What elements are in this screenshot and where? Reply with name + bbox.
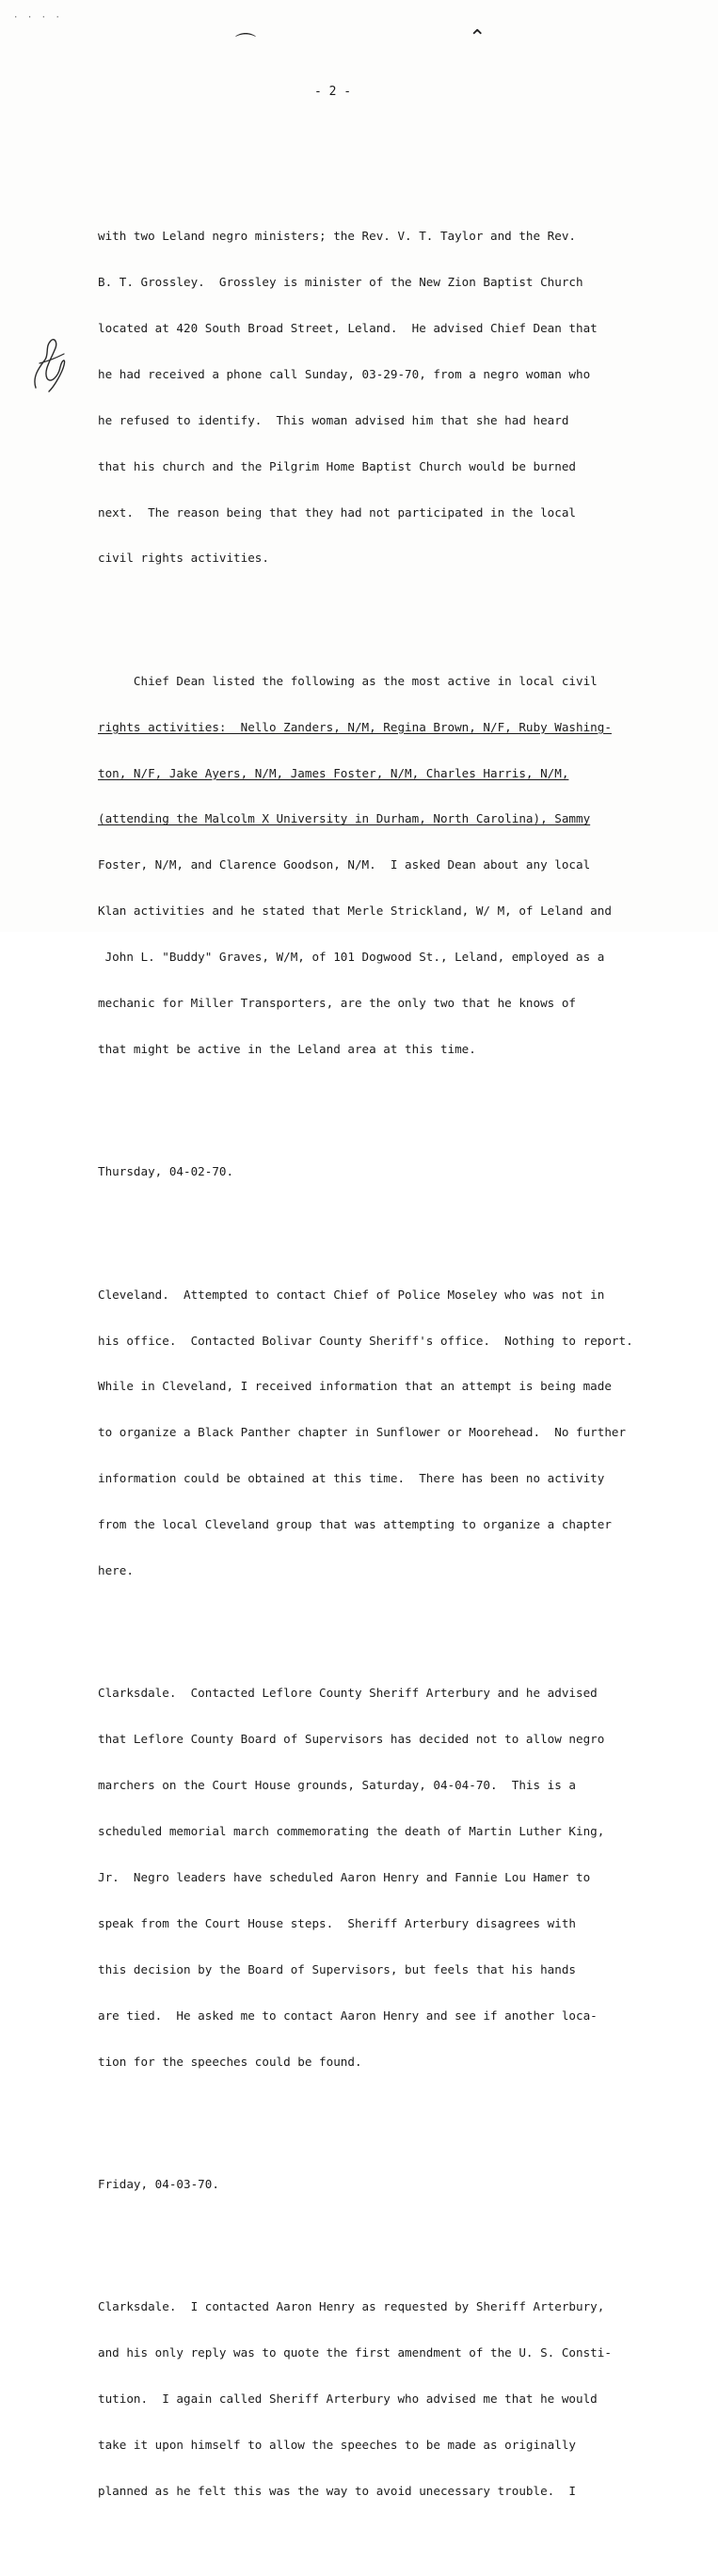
text-line: here. bbox=[98, 1563, 134, 1578]
text-line: from the local Cleveland group that was attempting to organize a chapter bbox=[98, 1517, 612, 1532]
text-line: and his only reply was to quote the first amendment of the U. S. Consti- bbox=[98, 2345, 612, 2360]
text-line: speak from the Court House steps. Sheriff Arterbury disagrees with bbox=[98, 1915, 576, 1930]
text-line: Chief Dean listed the following as the most active in local civil bbox=[98, 673, 598, 688]
text-line: Cleveland. Attempted to contact Chief of Police Moseley who was not in bbox=[98, 1287, 605, 1302]
text-line: his office. Contacted Bolivar County Sheriff's office. Nothing to report. bbox=[98, 1333, 633, 1348]
paragraph bbox=[98, 1256, 639, 1609]
text-line: scheduled memorial march commemorating the death of Martin Luther King, bbox=[98, 1824, 605, 1839]
text-line: Klan activities and he stated that Merle Strickland, W/ M, of Leland and bbox=[98, 904, 612, 919]
text-line: mechanic for Miller Transporters, are the only two that he knows of bbox=[98, 996, 576, 1011]
text-line: planned as he felt this was the way to avoid unecessary trouble. I bbox=[98, 2483, 576, 2498]
text-line: Friday, 04-03-70. bbox=[98, 2176, 219, 2191]
text-line: are tied. He asked me to contact Aaron Henry and see if another loca- bbox=[98, 2008, 598, 2023]
paragraph bbox=[98, 643, 639, 1088]
text-line: this decision by the Board of Supervisors, but feels that his hands bbox=[98, 1961, 576, 1976]
text-line: Clarksdale. I contacted Aaron Henry as requested by Sheriff Arterbury, bbox=[98, 2299, 605, 2314]
handwritten-signature-mark bbox=[26, 329, 73, 395]
paragraph bbox=[98, 1656, 639, 2101]
document-body bbox=[98, 168, 639, 2576]
text-line: While in Cleveland, I received information that an attempt is being made bbox=[98, 1379, 612, 1394]
text-line: Thursday, 04-02-70. bbox=[98, 1164, 234, 1179]
text-line: next. The reason being that they had not participated in the local bbox=[98, 504, 576, 520]
text-line: civil rights activities. bbox=[98, 551, 269, 566]
text-line: that Leflore County Board of Supervisors has decided not to allow negro bbox=[98, 1732, 605, 1747]
date-heading bbox=[98, 2146, 639, 2222]
text-line: that might be active in the Leland area at this time. bbox=[98, 1041, 476, 1056]
text-line: information could be obtained at this time. There has been no activity bbox=[98, 1471, 605, 1486]
text-line: tution. I again called Sheriff Arterbury who advised me that he would bbox=[98, 2392, 598, 2407]
text-line: he had received a phone call Sunday, 03-29-70, from a negro woman who bbox=[98, 366, 591, 381]
handwritten-check-mark-right: ⌃ bbox=[469, 26, 487, 50]
text-line: located at 420 South Broad Street, Leland. He advised Chief Dean that bbox=[98, 320, 598, 335]
text-line: marchers on the Court House grounds, Saturday, 04-04-70. This is a bbox=[98, 1778, 576, 1793]
date-heading bbox=[98, 1134, 639, 1210]
text-line: Clarksdale. Contacted Leflore County Sheriff Arterbury and he advised bbox=[98, 1686, 598, 1701]
text-line: B. T. Grossley. Grossley is minister of the New Zion Baptist Church bbox=[98, 275, 583, 290]
text-line: take it upon himself to allow the speeches to be made as originally bbox=[98, 2437, 576, 2452]
text-line: he refused to identify. This woman advised him that she had heard bbox=[98, 412, 569, 427]
text-line: Jr. Negro leaders have scheduled Aaron Henry and Fannie Lou Hamer to bbox=[98, 1869, 591, 1884]
text-line: (attending the Malcolm X University in Durham, North Carolina), Sammy bbox=[98, 811, 591, 826]
text-line: with two Leland negro ministers; the Rev. V. T. Taylor and the Rev. bbox=[98, 229, 576, 244]
page-number: - 2 - bbox=[314, 85, 352, 99]
text-line: Foster, N/M, and Clarence Goodson, N/M. I asked Dean about any local bbox=[98, 857, 591, 872]
paragraph bbox=[98, 2269, 639, 2530]
paragraph bbox=[98, 199, 639, 598]
text-line: tion for the speeches could be found. bbox=[98, 2054, 362, 2069]
text-line: ton, N/F, Jake Ayers, N/M, James Foster, N/M, Charles Harris, N/M, bbox=[98, 765, 569, 780]
scan-speck-mark: · · · · bbox=[13, 13, 62, 23]
text-line: that his church and the Pilgrim Home Baptist Church would be burned bbox=[98, 458, 576, 473]
text-line: to organize a Black Panther chapter in Sunflower or Moorehead. No further bbox=[98, 1425, 627, 1440]
handwritten-check-mark-left: ⌒ bbox=[235, 33, 257, 56]
text-line: John L. "Buddy" Graves, W/M, of 101 Dogwood St., Leland, employed as a bbox=[98, 950, 605, 965]
text-line: rights activities: Nello Zanders, N/M, Regina Brown, N/F, Ruby Washing- bbox=[98, 719, 612, 734]
